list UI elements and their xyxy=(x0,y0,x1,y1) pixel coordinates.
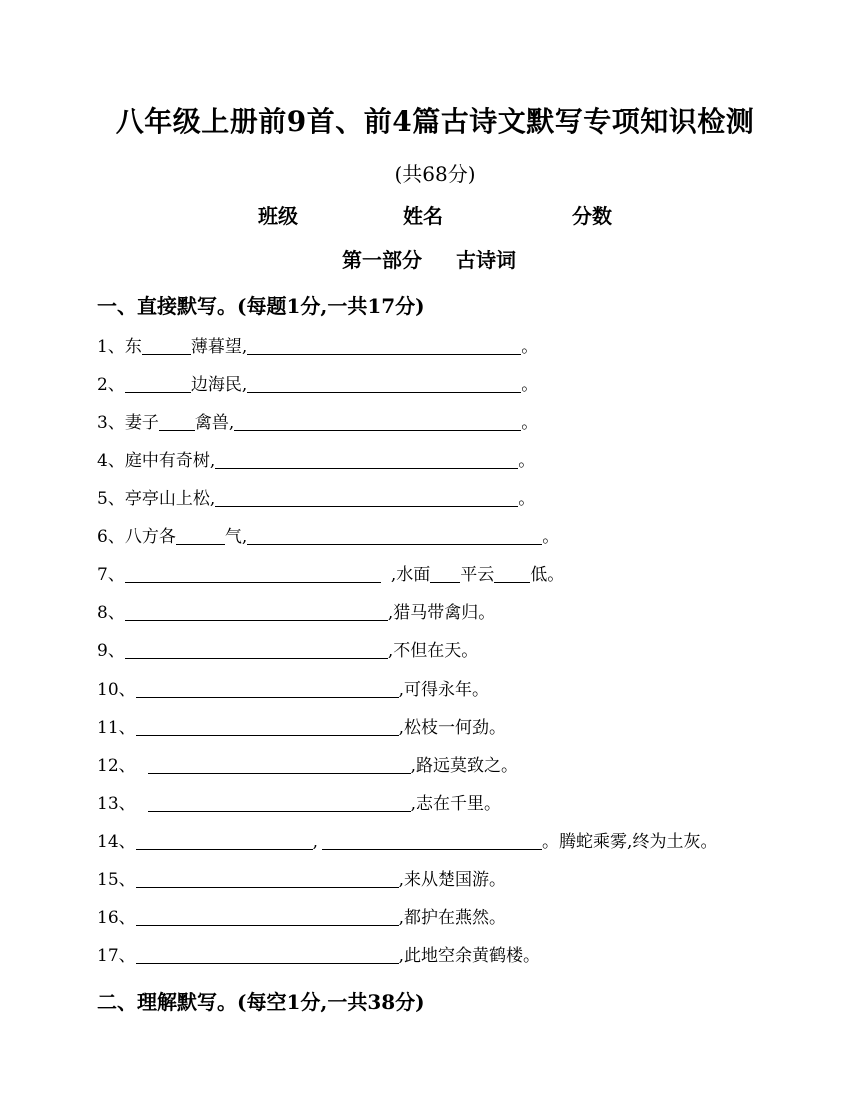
question-12: 12、 ,路远莫致之。 xyxy=(97,756,519,776)
answer-blank[interactable] xyxy=(136,679,399,698)
answer-blank[interactable] xyxy=(125,602,388,621)
question-7: 7、 ,水面 平云 低。 xyxy=(97,565,565,585)
question-4: 4、庭中有奇树, 。 xyxy=(97,451,536,471)
answer-blank[interactable] xyxy=(125,564,381,583)
total-score-note: (共68分) xyxy=(394,162,476,186)
answer-blank[interactable] xyxy=(136,831,313,850)
class-label: 班级 xyxy=(258,204,298,228)
question-15: 15、 ,来从楚国游。 xyxy=(97,870,507,890)
question-2: 2、 边海民, 。 xyxy=(97,375,539,395)
question-10: 10、 ,可得永年。 xyxy=(97,680,490,700)
question-3: 3、妻子 禽兽, 。 xyxy=(97,413,539,433)
answer-blank[interactable] xyxy=(125,640,388,659)
answer-blank[interactable] xyxy=(125,374,191,393)
score-label: 分数 xyxy=(572,204,612,228)
answer-blank[interactable] xyxy=(142,336,191,355)
question-9: 9、 ,不但在天。 xyxy=(97,641,479,661)
section-heading-direct: 一、直接默写。(每题1分,一共17分) xyxy=(97,294,425,318)
answer-blank[interactable] xyxy=(215,488,518,507)
name-label: 姓名 xyxy=(403,204,443,228)
answer-blank[interactable] xyxy=(136,945,399,964)
part-label: 第一部分 xyxy=(342,248,422,272)
part-heading xyxy=(342,244,516,273)
question-16: 16、 ,都护在燕然。 xyxy=(97,908,507,928)
answer-blank[interactable] xyxy=(247,526,542,545)
question-8: 8、 ,猎马带禽归。 xyxy=(97,603,496,623)
answer-blank[interactable] xyxy=(215,450,518,469)
section-heading-comprehension: 二、理解默写。(每空1分,一共38分) xyxy=(97,990,425,1014)
answer-blank[interactable] xyxy=(136,869,399,888)
question-5: 5、亭亭山上松, 。 xyxy=(97,489,536,509)
question-17: 17、 ,此地空余黄鹤楼。 xyxy=(97,946,541,966)
answer-blank[interactable] xyxy=(322,831,542,850)
question-11: 11、 ,松枝一何劲。 xyxy=(97,718,507,738)
answer-blank[interactable] xyxy=(234,412,521,431)
answer-blank[interactable] xyxy=(136,907,399,926)
answer-blank[interactable] xyxy=(247,336,521,355)
question-6: 6、八方各 气, 。 xyxy=(97,527,560,547)
answer-blank[interactable] xyxy=(176,526,225,545)
answer-blank[interactable] xyxy=(159,412,195,431)
answer-blank[interactable] xyxy=(148,793,411,812)
answer-blank[interactable] xyxy=(494,564,530,583)
answer-blank[interactable] xyxy=(247,374,521,393)
page-title: 八年级上册前9首、前4篇古诗文默写专项知识检测 xyxy=(115,105,755,138)
part-name: 古诗词 xyxy=(456,248,516,272)
question-13: 13、 ,志在千里。 xyxy=(97,794,502,814)
answer-blank[interactable] xyxy=(148,755,411,774)
answer-blank[interactable] xyxy=(136,717,399,736)
question-1: 1、东 薄暮望, 。 xyxy=(97,337,539,357)
answer-blank[interactable] xyxy=(430,564,460,583)
question-14: 14、 , 。腾蛇乘雾,终为土灰。 xyxy=(97,832,718,852)
